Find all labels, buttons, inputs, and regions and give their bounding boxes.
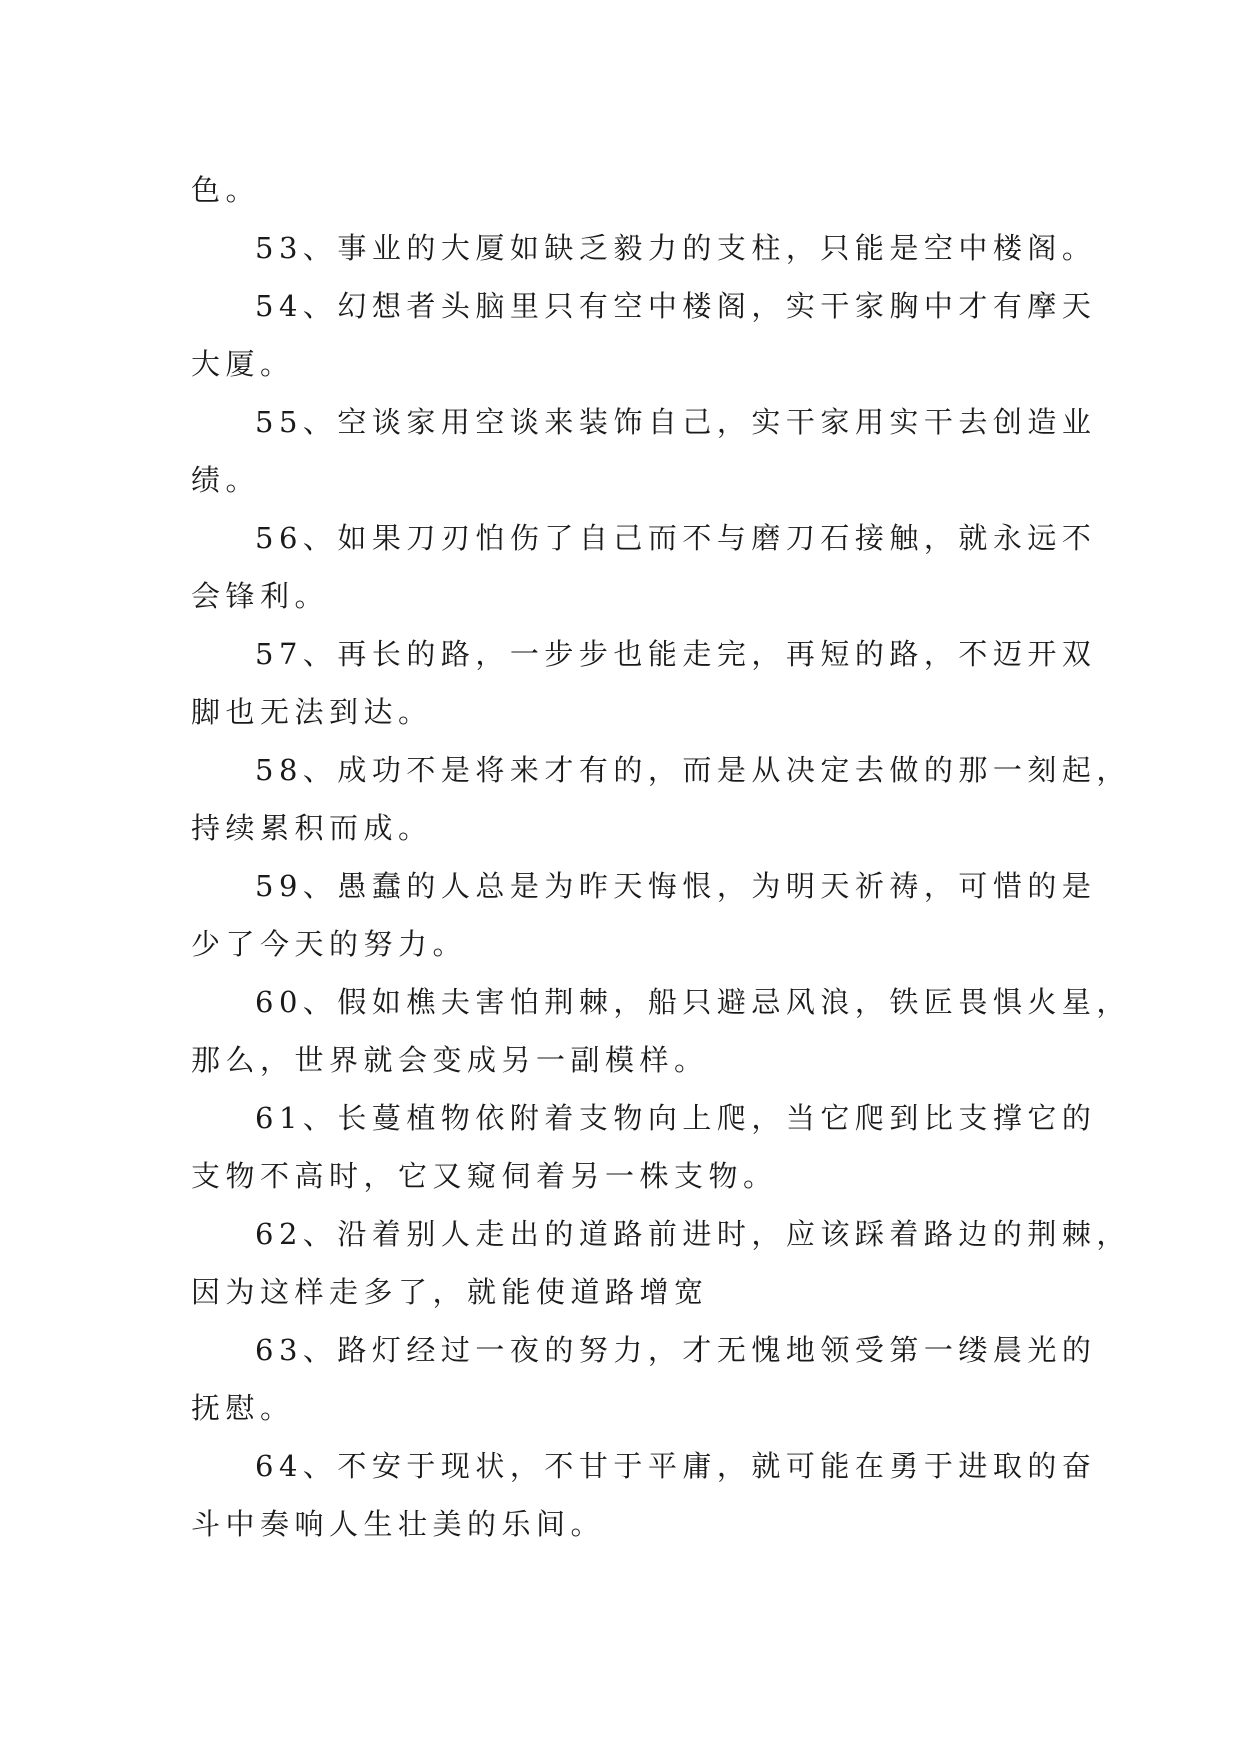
text-line: 少了今天的努力。 bbox=[191, 927, 468, 961]
text-line: 脚也无法到达。 bbox=[191, 695, 433, 729]
text-line: 会锋利。 bbox=[191, 579, 330, 613]
text-line: 57、再长的路，一步步也能走完，再短的路，不迈开双 bbox=[255, 637, 1097, 671]
text-line: 支物不高时，它又窥伺着另一株支物。 bbox=[191, 1159, 778, 1193]
text-line: 61、长蔓植物依附着支物向上爬，当它爬到比支撑它的 bbox=[255, 1101, 1097, 1135]
text-line: 54、幻想者头脑里只有空中楼阁，实干家胸中才有摩天 bbox=[255, 289, 1097, 323]
text-line: 抚慰。 bbox=[191, 1391, 295, 1425]
text-line: 60、假如樵夫害怕荆棘，船只避忌风浪，铁匠畏惧火星， bbox=[255, 985, 1131, 1019]
text-line: 斗中奏响人生壮美的乐间。 bbox=[191, 1507, 606, 1541]
text-line: 那么，世界就会变成另一副模样。 bbox=[191, 1043, 709, 1077]
text-line: 色。 bbox=[191, 173, 261, 207]
text-line: 大厦。 bbox=[191, 347, 295, 381]
text-line: 55、空谈家用空谈来装饰自己，实干家用实干去创造业 bbox=[255, 405, 1097, 439]
document-body bbox=[191, 161, 1131, 1553]
text-line: 64、不安于现状，不甘于平庸，就可能在勇于进取的奋 bbox=[255, 1449, 1097, 1483]
text-line: 56、如果刀刃怕伤了自己而不与磨刀石接触，就永远不 bbox=[255, 521, 1097, 555]
text-line: 因为这样走多了，就能使道路增宽 bbox=[191, 1275, 709, 1309]
text-line: 58、成功不是将来才有的，而是从决定去做的那一刻起， bbox=[255, 753, 1131, 787]
text-line: 59、愚蠢的人总是为昨天悔恨，为明天祈祷，可惜的是 bbox=[255, 869, 1097, 903]
text-line: 绩。 bbox=[191, 463, 261, 497]
text-line: 62、沿着别人走出的道路前进时，应该踩着路边的荆棘， bbox=[255, 1217, 1131, 1251]
text-line: 持续累积而成。 bbox=[191, 811, 433, 845]
text-line: 53、事业的大厦如缺乏毅力的支柱，只能是空中楼阁。 bbox=[255, 231, 1097, 265]
text-line: 63、路灯经过一夜的努力，才无愧地领受第一缕晨光的 bbox=[255, 1333, 1097, 1367]
